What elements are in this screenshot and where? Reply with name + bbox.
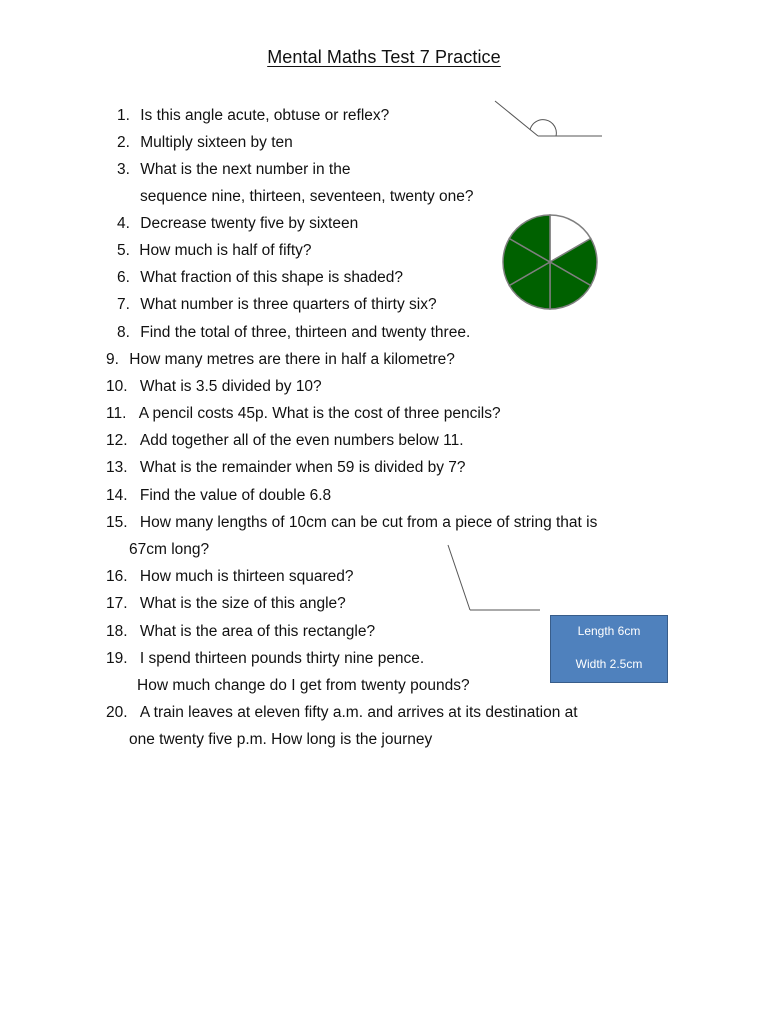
question-number: 16. bbox=[106, 568, 128, 585]
question-20 bbox=[106, 703, 578, 723]
question-number: 2. bbox=[117, 134, 130, 151]
question-number: 7. bbox=[117, 296, 130, 313]
question-number: 13. bbox=[106, 459, 128, 476]
question-8 bbox=[117, 323, 470, 343]
question-text: I spend thirteen pounds thirty nine pence. bbox=[139, 650, 425, 667]
question-number: 15. bbox=[106, 514, 128, 531]
question-number: 8. bbox=[117, 324, 130, 341]
question-text: What is the area of this rectangle? bbox=[139, 623, 376, 640]
question-15 bbox=[106, 513, 597, 533]
question-text: How much is half of fifty? bbox=[139, 242, 312, 259]
question-text: Find the value of double 6.8 bbox=[139, 487, 332, 504]
question-7 bbox=[117, 295, 437, 315]
question-11 bbox=[106, 404, 501, 424]
question-text: What number is three quarters of thirty six? bbox=[140, 296, 437, 313]
question-text: A pencil costs 45p. What is the cost of three pencils? bbox=[138, 405, 501, 422]
question-3 bbox=[117, 160, 350, 180]
question-text: A train leaves at eleven fifty a.m. and arrives at its destination at bbox=[139, 704, 578, 721]
question-text: How many metres are there in half a kilometre? bbox=[129, 351, 455, 368]
question-text: What is the remainder when 59 is divided by 7? bbox=[139, 459, 466, 476]
angle-arc bbox=[530, 120, 556, 136]
question-20-continuation: one twenty five p.m. How long is the journey bbox=[129, 731, 433, 748]
question-number: 17. bbox=[106, 595, 128, 612]
question-4 bbox=[117, 214, 358, 234]
question-text: What is 3.5 divided by 10? bbox=[139, 378, 322, 395]
question-1 bbox=[117, 106, 389, 126]
question-number: 14. bbox=[106, 487, 128, 504]
question-text: How many lengths of 10cm can be cut from a piece of string that is bbox=[139, 514, 598, 531]
question-number: 9. bbox=[106, 351, 119, 368]
question-text: How much is thirteen squared? bbox=[139, 568, 354, 585]
question-14 bbox=[106, 486, 331, 506]
question-number: 10. bbox=[106, 378, 128, 395]
question-number: 19. bbox=[106, 650, 128, 667]
question-9 bbox=[106, 350, 455, 370]
question-18 bbox=[106, 622, 375, 642]
question-number: 4. bbox=[117, 215, 130, 232]
question-19 bbox=[106, 649, 424, 669]
question-number: 20. bbox=[106, 704, 128, 721]
question-number: 5. bbox=[117, 242, 130, 259]
question-number: 12. bbox=[106, 432, 128, 449]
question-13 bbox=[106, 458, 466, 478]
page-title: Mental Maths Test 7 Practice bbox=[267, 47, 501, 67]
angle-arm-diagonal bbox=[448, 545, 470, 610]
question-5 bbox=[117, 241, 312, 261]
question-10 bbox=[106, 377, 322, 397]
question-text: Decrease twenty five by sixteen bbox=[140, 215, 359, 232]
question-19-continuation: How much change do I get from twenty pounds? bbox=[137, 677, 470, 694]
question-number: 11. bbox=[106, 405, 127, 422]
question-text: Find the total of three, thirteen and twenty three. bbox=[140, 324, 471, 341]
question-15-continuation: 67cm long? bbox=[129, 541, 210, 558]
question-text: Multiply sixteen by ten bbox=[140, 134, 293, 151]
question-2 bbox=[117, 133, 293, 153]
question-16 bbox=[106, 567, 354, 587]
obtuse-angle-figure bbox=[490, 95, 610, 145]
question-number: 18. bbox=[106, 623, 128, 640]
question-3-continuation: sequence nine, thirteen, seventeen, twenty one? bbox=[140, 188, 474, 205]
fraction-circle-figure bbox=[500, 212, 600, 312]
question-text: Is this angle acute, obtuse or reflex? bbox=[140, 107, 390, 124]
question-text: Add together all of the even numbers below 11. bbox=[139, 432, 464, 449]
angle-arm-diagonal bbox=[495, 101, 538, 136]
question-text: What fraction of this shape is shaded? bbox=[140, 269, 404, 286]
question-number: 1. bbox=[117, 107, 130, 124]
question-12 bbox=[106, 431, 464, 451]
rectangle-figure bbox=[550, 615, 668, 683]
question-text: What is the size of this angle? bbox=[139, 595, 346, 612]
question-17 bbox=[106, 594, 346, 614]
question-number: 3. bbox=[117, 161, 130, 178]
angle-figure bbox=[440, 540, 545, 615]
question-6 bbox=[117, 268, 403, 288]
question-text: What is the next number in the bbox=[140, 161, 351, 178]
rectangle-length-label: Length 6cm bbox=[577, 624, 641, 638]
rectangle-width-label: Width 2.5cm bbox=[575, 657, 643, 671]
question-number: 6. bbox=[117, 269, 130, 286]
